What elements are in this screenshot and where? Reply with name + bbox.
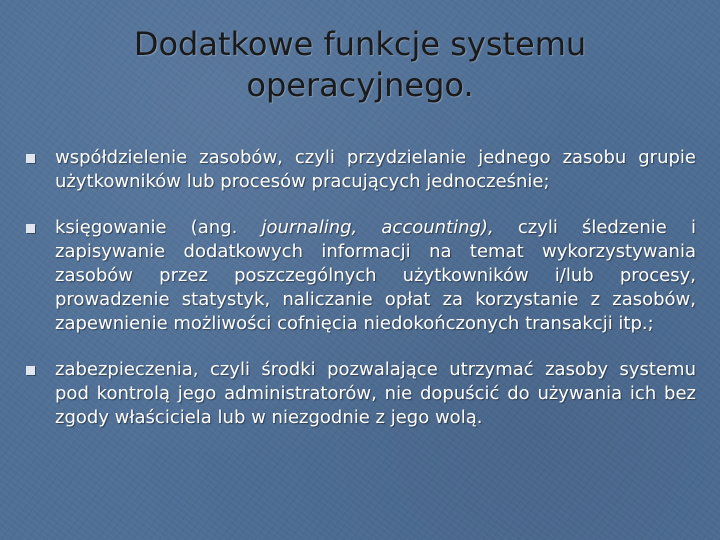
square-bullet-icon	[26, 366, 35, 375]
bullet-text-italic-terms: journaling, accounting),	[261, 217, 494, 238]
bullet-text-end: czyli śledzenie i zapisywanie dodatkowych informacji na temat wykorzystywania zasobów przez poszczególnych użytkowników i/lub procesy, prowadzenie statystyk, naliczanie opłat za korzystanie z zasobów, zapewnienie możliwości cofnięcia niedokończonych transakcji itp.;	[55, 217, 696, 334]
bullet-item-sharing	[26, 146, 696, 194]
bullet-item-accounting	[26, 216, 696, 336]
bullet-text: współdzielenie zasobów, czyli przydzielanie jednego zasobu grupie użytkowników lub procesów pracujących jednocześnie;	[55, 147, 696, 192]
square-bullet-icon	[26, 154, 35, 163]
bullet-item-security	[26, 358, 696, 430]
slide-title: Dodatkowe funkcje systemu operacyjnego.	[133, 25, 587, 104]
bullet-text: zabezpieczenia, czyli środki pozwalające utrzymać zasoby systemu pod kontrolą jego administratorów, nie dopuścić do używania ich bez zgody właściciela lub w niezgodnie z jego wolą.	[55, 359, 696, 428]
bullet-list	[26, 146, 696, 430]
square-bullet-icon	[26, 224, 35, 233]
bullet-text-start: księgowanie (ang.	[55, 217, 262, 238]
